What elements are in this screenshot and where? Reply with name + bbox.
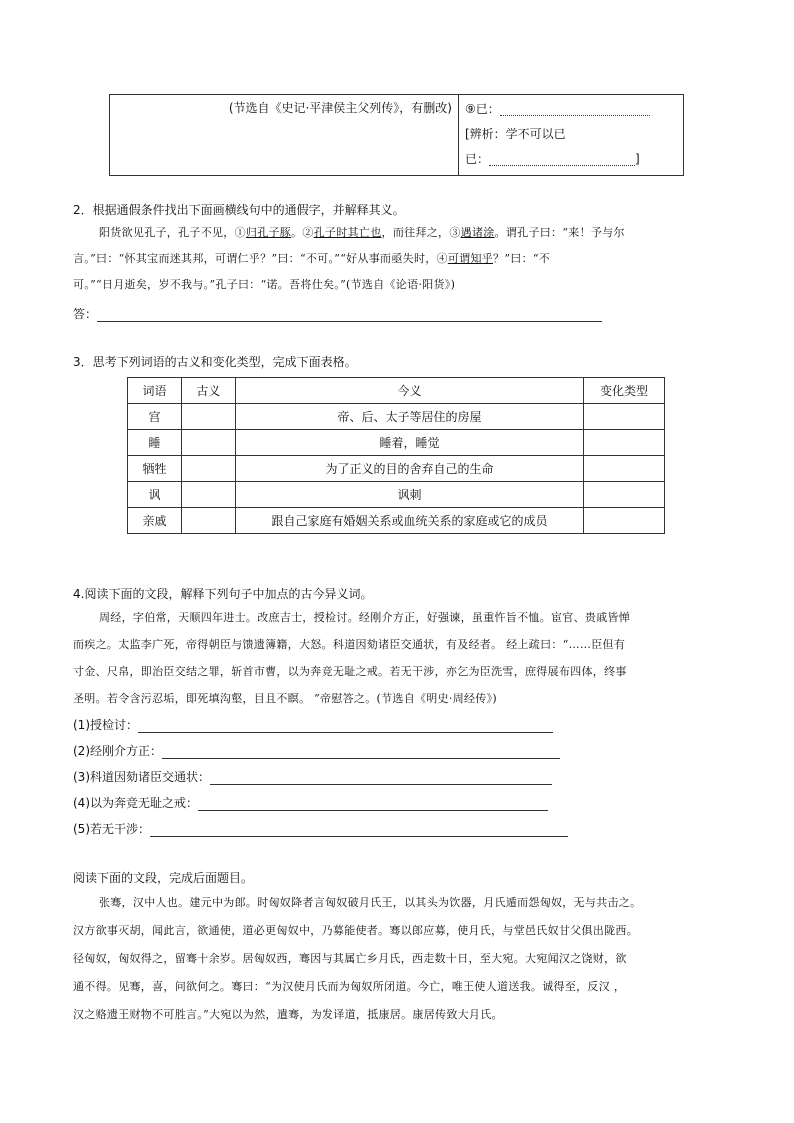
item9-label: ⑨已： <box>465 102 500 116</box>
q4-item-answer-line[interactable] <box>210 770 552 785</box>
q5-passage-line: 径匈奴，匈奴得之，留骞十余岁。居匈奴西，骞因与其属亡乡月氏，西走数十日，至大宛。大宛闻汉之饶财，欲 <box>73 952 627 965</box>
q2-passage <box>73 220 733 298</box>
cell-modern: 讽刺 <box>235 482 583 508</box>
q5-passage <box>73 889 733 1029</box>
cell-word: 牺牲 <box>128 456 182 482</box>
cell-ancient-input[interactable] <box>181 508 235 534</box>
q2-answer-row <box>73 305 602 322</box>
top-answer-table <box>109 94 684 176</box>
cell-type-input[interactable] <box>584 508 665 534</box>
q2-passage-line: 阳货欲见孔子，孔子不见，①归孔子豚。②孔子时其亡也，而往拜之，③遇诸涂。谓孔子曰：“来！予与尔 <box>99 226 625 239</box>
q5-passage-line: 汉方欲事灭胡，闻此言，欲通使，道必更匈奴中，乃募能使者。骞以郎应募，使月氏，与堂邑氏奴甘父俱出陇西。 <box>73 924 638 937</box>
cell-type-input[interactable] <box>584 456 665 482</box>
vocab-header-row <box>128 378 665 404</box>
q4-item-label: (4)以为奔竞无耻之戒： <box>73 796 198 810</box>
q2-passage-line: 可。”“日月逝矣，岁不我与。”孔子曰：“诺。吾将仕矣。”(节选自《论语·阳货》) <box>73 278 456 291</box>
q2-answer-label: 答： <box>73 307 98 321</box>
q4-passage <box>73 604 733 712</box>
q4-item-label: (3)科道因劾诸臣交通状： <box>73 770 210 784</box>
q5-passage-line: 张骞，汉中人也。建元中为郎。时匈奴降者言匈奴破月氏王，以其头为饮器，月氏遁而怨匈奴，无与共击之。 <box>99 896 642 909</box>
cell-type-input[interactable] <box>584 482 665 508</box>
header-ancient: 古义 <box>181 378 235 404</box>
cell-ancient-input[interactable] <box>181 482 235 508</box>
cell-type-input[interactable] <box>584 404 665 430</box>
q4-passage-line: 而疾之。太监李广死，帝得朝臣与馈遗簿籍，大怒。科道因劾诸臣交通状，有及经者。 经上疏曰：“……臣但有 <box>73 638 626 651</box>
cell-ancient-input[interactable] <box>181 404 235 430</box>
q5-passage-line: 汉之赂遗王财物不可胜言。”大宛以为然，遣骞，为发译道，抵康居。康居传致大月氏。 <box>73 1008 503 1021</box>
q3-title: 3．思考下列词语的古义和变化类型，完成下面表格。 <box>73 355 357 369</box>
q2-title: 2．根据通假条件找出下面画横线句中的通假字，并解释其义。 <box>73 203 405 217</box>
q4-item-answer-line[interactable] <box>138 718 553 733</box>
q4-item-answer-line[interactable] <box>198 796 548 811</box>
header-type: 变化类型 <box>584 378 665 404</box>
q4-passage-line: 圣明。若令含污忍垢，即死填沟壑，目且不瞑。 ”帝慰答之。(节选自《明史·周经传》) <box>73 692 497 705</box>
table-row <box>128 508 665 534</box>
top-table-left-cell <box>110 95 459 175</box>
cell-type-input[interactable] <box>584 430 665 456</box>
q4-item-label: (5)若无干涉： <box>73 822 150 836</box>
analysis-prefix: [辨析：学不可以已 <box>465 127 566 141</box>
table-row <box>128 482 665 508</box>
cell-word: 讽 <box>128 482 182 508</box>
source-citation: (节选自《史记·平津侯主父列传》，有删改) <box>228 101 452 115</box>
q5-title: 阅读下面的文段，完成后面题目。 <box>73 871 254 885</box>
cell-modern: 为了正义的目的舍弃自己的生命 <box>235 456 583 482</box>
q4-item-1 <box>73 716 553 733</box>
table-row <box>128 404 665 430</box>
top-table-right-cell <box>465 97 680 172</box>
cell-word: 睡 <box>128 430 182 456</box>
q4-title: 4.阅读下面的文段，解释下列句子中加点的古今异义词。 <box>73 587 373 601</box>
cell-modern: 跟自己家庭有婚姻关系或血统关系的家庭或它的成员 <box>235 508 583 534</box>
q4-item-2 <box>73 742 560 759</box>
q4-passage-line: 寸金、尺帛，即治臣交结之罪，斩首市曹，以为奔竞无耻之戒。若无干涉，亦乞为臣洗雪，庶得展布四体，终事 <box>73 665 627 678</box>
analysis-suffix: ] <box>635 152 640 166</box>
q4-item-label: (2)经刚介方正： <box>73 744 162 758</box>
q4-item-4 <box>73 794 548 811</box>
header-word: 词语 <box>128 378 182 404</box>
q4-item-3 <box>73 768 552 785</box>
q5-passage-line: 通不得。见骞，喜，问欲何之。骞曰：“为汉使月氏而为匈奴所闭道。今亡，唯王使人道送我。诚得至，反汉 ， <box>73 980 626 993</box>
cell-ancient-input[interactable] <box>181 430 235 456</box>
table-row <box>128 456 665 482</box>
q4-item-answer-line[interactable] <box>162 744 560 759</box>
cell-word: 宫 <box>128 404 182 430</box>
q2-passage-line: 言。”曰：“怀其宝而迷其邦，可谓仁乎？”曰：“不可。”“好从事而亟失时，④可谓知乎？”曰：“不 <box>73 252 551 265</box>
q4-item-label: (1)授检讨： <box>73 718 138 732</box>
vocab-table <box>127 377 665 534</box>
cell-modern: 帝、后、太子等居住的房屋 <box>235 404 583 430</box>
header-modern: 今义 <box>235 378 583 404</box>
cell-modern: 睡着，睡觉 <box>235 430 583 456</box>
q2-answer-line[interactable] <box>97 307 602 322</box>
cell-ancient-input[interactable] <box>181 456 235 482</box>
table-row <box>128 430 665 456</box>
q4-item-answer-line[interactable] <box>150 822 568 837</box>
analysis-line2-prefix: 已： <box>465 152 490 166</box>
analysis-answer-blank[interactable] <box>489 153 635 166</box>
item9-answer-blank[interactable] <box>500 103 650 116</box>
q4-passage-line: 周经，字伯常，天顺四年进士。改庶吉士，授检讨。经刚介方正，好强谏，虽重忤旨不恤。宦官、贵戚皆惮 <box>99 611 631 624</box>
cell-word: 亲戚 <box>128 508 182 534</box>
q4-item-5 <box>73 820 568 837</box>
